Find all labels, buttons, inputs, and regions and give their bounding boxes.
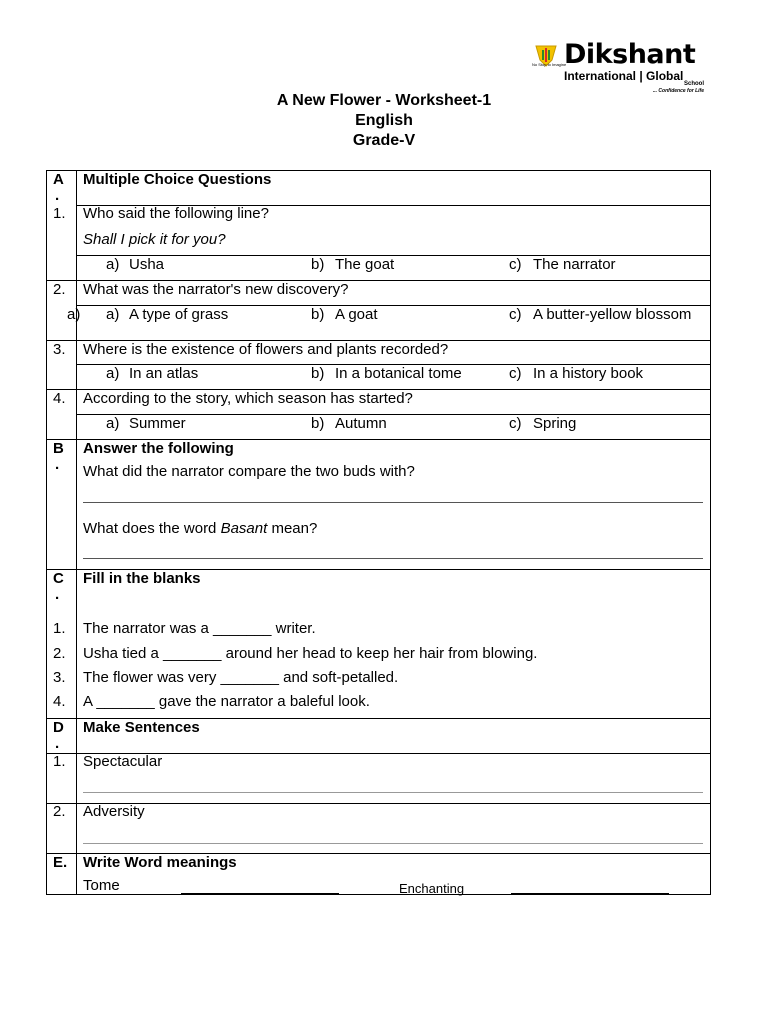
brand-school: School (683, 81, 704, 87)
brand-subtitle: International | Global (564, 69, 684, 83)
option-text: Summer (129, 415, 186, 432)
option-letter: c) (509, 415, 522, 432)
worksheet-grade: Grade-V (352, 132, 416, 149)
question-text: What was the narrator's new discovery? (83, 281, 349, 298)
blank-number: 2. (53, 645, 66, 662)
brand-tagline: ... Confidence for Life (652, 88, 704, 94)
section-c-dot: . (55, 586, 60, 603)
sentence-number: 1. (53, 753, 66, 770)
sentence-word: Adversity (83, 803, 145, 820)
question-text: Who said the following line? (83, 205, 269, 222)
section-e-heading: Write Word meanings (83, 854, 237, 871)
option-text: Usha (129, 256, 165, 273)
section-b-heading: Answer the following (83, 440, 234, 457)
section-a-dot: . (55, 187, 60, 204)
sentence-line[interactable] (83, 843, 703, 844)
sentence-line[interactable] (83, 792, 703, 793)
blank-sentence: A _______ gave the narrator a baleful look. (83, 693, 370, 710)
question-number: 3. (53, 341, 66, 358)
option-letter: b) (311, 306, 325, 323)
emblem-caption: No Stop to Imagine (532, 62, 567, 67)
section-b-label: B (53, 440, 64, 457)
meaning-line[interactable] (181, 893, 339, 894)
blank-sentence: Usha tied a _______ around her head to keep her hair from blowing. (83, 645, 538, 662)
answer-line[interactable] (83, 502, 703, 503)
blank-number: 3. (53, 669, 66, 686)
answer-question: What did the narrator compare the two buds with? (83, 463, 415, 480)
section-d-dot: . (55, 735, 60, 752)
option-text: In a history book (533, 365, 644, 382)
option-text: A goat (335, 306, 378, 323)
question-text: Where is the existence of flowers and plants recorded? (83, 341, 449, 358)
worksheet-title: A New Flower - Worksheet-1 (276, 92, 492, 109)
school-logo (530, 40, 710, 96)
option-text: A butter-yellow blossom (533, 306, 692, 323)
option-letter: a) (106, 306, 120, 323)
option-text: Spring (533, 415, 577, 432)
section-b-dot: . (55, 456, 60, 473)
answer-question: What does the word Basant mean? (83, 520, 318, 537)
section-c-heading: Fill in the blanks (83, 570, 201, 587)
section-a-heading: Multiple Choice Questions (83, 171, 272, 188)
option-letter: c) (509, 306, 522, 323)
option-letter: a) (106, 415, 120, 432)
blank-number: 4. (53, 693, 66, 710)
stray-option-letter: a) (67, 306, 81, 323)
option-letter: c) (509, 256, 522, 273)
question-number: 2. (53, 281, 66, 298)
question-number: 1. (53, 205, 66, 222)
brand-name: Dikshant (564, 39, 696, 70)
section-c-label: C (53, 570, 64, 587)
sentence-number: 2. (53, 803, 66, 820)
option-letter: b) (311, 256, 325, 273)
blank-sentence: The narrator was a _______ writer. (83, 620, 316, 637)
meaning-word: Enchanting (399, 881, 465, 896)
option-text: The narrator (533, 256, 616, 273)
option-letter: c) (509, 365, 522, 382)
option-letter: a) (106, 256, 120, 273)
option-text: A type of grass (129, 306, 229, 323)
worksheet-table (46, 170, 711, 895)
option-text: The goat (335, 256, 395, 273)
option-text: In an atlas (129, 365, 199, 382)
question-text: According to the story, which season has started? (83, 390, 413, 407)
option-letter: a) (106, 365, 120, 382)
option-text: Autumn (335, 415, 387, 432)
row-rule (47, 803, 710, 804)
option-letter: b) (311, 415, 325, 432)
option-letter: b) (311, 365, 325, 382)
section-d-label: D (53, 719, 64, 736)
blank-sentence: The flower was very _______ and soft-petalled. (83, 669, 399, 686)
blank-number: 1. (53, 620, 66, 637)
meaning-line[interactable] (511, 893, 669, 894)
section-a-label: A (53, 171, 64, 188)
question-quote: Shall I pick it for you? (83, 231, 226, 248)
question-number: 4. (53, 390, 66, 407)
meaning-word: Tome (83, 877, 120, 894)
sentence-word: Spectacular (83, 753, 163, 770)
section-e-label: E. (53, 854, 68, 871)
section-d-heading: Make Sentences (83, 719, 200, 736)
worksheet-subject: English (355, 112, 413, 129)
answer-line[interactable] (83, 558, 703, 559)
option-text: In a botanical tome (335, 365, 462, 382)
